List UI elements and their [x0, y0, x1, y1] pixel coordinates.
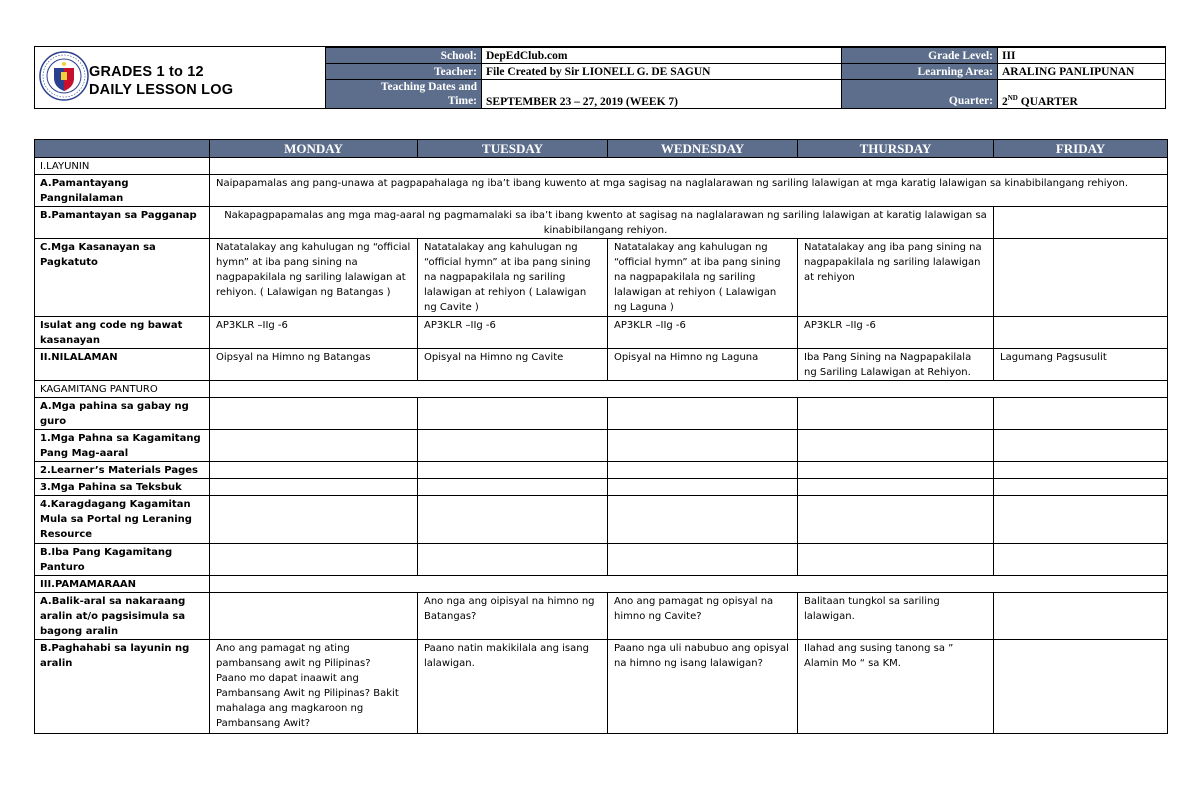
day-friday: FRIDAY — [994, 140, 1168, 158]
row-label-kagamitang-mag-aaral: 1.Mga Pahna sa Kagamitang Pang Mag-aaral — [35, 430, 210, 462]
daily-lesson-log-table — [34, 139, 1168, 734]
nilalaman-tuesday: Opisyal na Himno ng Cavite — [418, 349, 608, 381]
table-row — [35, 239, 1168, 317]
code-thursday: AP3KLR –IIg -6 — [798, 317, 994, 349]
row-label-pamamaraan: III.PAMAMARAAN — [35, 576, 210, 593]
row-label-learners-materials: 2.Learner’s Materials Pages — [35, 462, 210, 479]
balik-thursday: Balitaan tungkol sa sariling lalawigan. — [798, 593, 994, 640]
pamantayan-pagganap-friday — [994, 207, 1168, 239]
quarter-value: 2ND QUARTER — [998, 80, 1166, 109]
row-label-gabay-guro: A.Mga pahina sa gabay ng guro — [35, 398, 210, 430]
learners-thursday — [798, 462, 994, 479]
day-thursday: THURSDAY — [798, 140, 994, 158]
karagdagang-tuesday — [418, 496, 608, 544]
header-info-table — [325, 47, 1166, 109]
gabay-tuesday — [418, 398, 608, 430]
iba-monday — [210, 544, 418, 576]
day-monday: MONDAY — [210, 140, 418, 158]
school-label: School: — [326, 48, 482, 64]
row-label-teksbuk: 3.Mga Pahina sa Teksbuk — [35, 479, 210, 496]
layunin-cell — [210, 158, 1168, 175]
table-row — [35, 544, 1168, 576]
row-label-balik-aral: A.Balik-aral sa nakaraang aralin at/o pagsisimula sa bagong aralin — [35, 593, 210, 640]
pamantayang-pangnilalaman-text: Naipapamalas ang pang-unawa at pagpapahalaga ng iba’t ibang kuwento at mga sagisag na naglalarawan ng sariling lalawigan at mga karatig lalawigan sa kinabibilangang rehiyon. — [210, 175, 1168, 207]
learning-area-value: ARALING PANLIPUNAN — [998, 64, 1166, 80]
iba-thursday — [798, 544, 994, 576]
day-wednesday: WEDNESDAY — [608, 140, 798, 158]
nilalaman-thursday: Iba Pang Sining na Nagpapakilala ng Sariling Lalawigan at Rehiyon. — [798, 349, 994, 381]
table-row — [35, 158, 1168, 175]
pamamaraan-cell — [210, 576, 1168, 593]
balik-tuesday: Ano nga ang oipisyal na himno ng Batangas? — [418, 593, 608, 640]
code-friday — [994, 317, 1168, 349]
title-grades: GRADES 1 to 12 — [89, 64, 204, 80]
code-tuesday: AP3KLR –IIg -6 — [418, 317, 608, 349]
paghahabi-tuesday: Paano natin makikilala ang isang lalawigan. — [418, 640, 608, 734]
teacher-value: File Created by Sir LIONELL G. DE SAGUN — [482, 64, 842, 80]
gabay-monday — [210, 398, 418, 430]
paghahabi-thursday: Ilahad ang susing tanong sa ” Alamin Mo “ sa KM. — [798, 640, 994, 734]
table-row — [35, 479, 1168, 496]
gabay-wednesday — [608, 398, 798, 430]
table-row — [35, 349, 1168, 381]
day-tuesday: TUESDAY — [418, 140, 608, 158]
kasanayan-monday: Natatalakay ang kahulugan ng “official hymn” at iba pang sining na nagpapakilala ng sariling lalawigan at rehiyon. ( Lalawigan ng Batangas ) — [210, 239, 418, 317]
nilalaman-wednesday: Opisyal na Himno ng Laguna — [608, 349, 798, 381]
balik-wednesday: Ano ang pamagat ng opisyal na himno ng Cavite? — [608, 593, 798, 640]
grade-level-value: III — [998, 48, 1166, 64]
iba-wednesday — [608, 544, 798, 576]
row-label-kagamitang-panturo: KAGAMITANG PANTURO — [35, 381, 210, 398]
table-row — [35, 317, 1168, 349]
row-label-layunin: I.LAYUNIN — [35, 158, 210, 175]
karagdagang-thursday — [798, 496, 994, 544]
code-wednesday: AP3KLR –IIg -6 — [608, 317, 798, 349]
learners-wednesday — [608, 462, 798, 479]
row-label-kasanayan: C.Mga Kasanayan sa Pagkatuto — [35, 239, 210, 317]
kagamitang-friday — [994, 430, 1168, 462]
balik-monday — [210, 593, 418, 640]
row-label-iba-pang-kagamitan: B.Iba Pang Kagamitang Panturo — [35, 544, 210, 576]
learning-area-label: Learning Area: — [842, 64, 998, 80]
iba-tuesday — [418, 544, 608, 576]
kagamitang-wednesday — [608, 430, 798, 462]
row-label-code: Isulat ang code ng bawat kasanayan — [35, 317, 210, 349]
code-monday: AP3KLR –IIg -6 — [210, 317, 418, 349]
row-label-pamantayang-pangnilalaman: A.Pamantayang Pangnilalaman — [35, 175, 210, 207]
nilalaman-friday: Lagumang Pagsusulit — [994, 349, 1168, 381]
balik-friday — [994, 593, 1168, 640]
karagdagang-monday — [210, 496, 418, 544]
title-daily-lesson-log: DAILY LESSON LOG — [89, 82, 234, 98]
gabay-thursday — [798, 398, 994, 430]
teksbuk-tuesday — [418, 479, 608, 496]
day-header-blank — [35, 140, 210, 158]
kasanayan-thursday: Natatalakay ang iba pang sining na nagpapakilala ng sariling lalawigan at rehiyon — [798, 239, 994, 317]
table-row — [35, 593, 1168, 640]
table-row — [35, 175, 1168, 207]
lesson-log-header — [34, 46, 1166, 109]
table-row — [35, 496, 1168, 544]
teksbuk-thursday — [798, 479, 994, 496]
day-header-row — [35, 140, 1168, 158]
teksbuk-friday — [994, 479, 1168, 496]
teksbuk-monday — [210, 479, 418, 496]
deped-seal-icon — [39, 51, 89, 101]
teaching-dates-value: SEPTEMBER 23 – 27, 2019 (WEEK 7) — [482, 80, 842, 109]
table-row — [35, 207, 1168, 239]
row-label-pamantayan-pagganap: B.Pamantayan sa Pagganap — [35, 207, 210, 239]
table-row — [35, 398, 1168, 430]
karagdagang-wednesday — [608, 496, 798, 544]
table-row — [35, 430, 1168, 462]
teacher-label: Teacher: — [326, 64, 482, 80]
logo-cell — [35, 47, 325, 108]
quarter-label: Quarter: — [842, 80, 998, 109]
kasanayan-tuesday: Natatalakay ang kahulugan ng “official hymn” at iba pang sining na nagpapakilala ng sariling lalawigan at rehiyon ( Lalawigan ng Cavite ) — [418, 239, 608, 317]
table-row — [35, 576, 1168, 593]
grade-level-label: Grade Level: — [842, 48, 998, 64]
learners-monday — [210, 462, 418, 479]
gabay-friday — [994, 398, 1168, 430]
row-label-paghahabi: B.Paghahabi sa layunin ng aralin — [35, 640, 210, 734]
kagamitang-tuesday — [418, 430, 608, 462]
school-value: DepEdClub.com — [482, 48, 842, 64]
row-label-karagdagang-kagamitan: 4.Karagdagang Kagamitan Mula sa Portal ng Leraning Resource — [35, 496, 210, 544]
table-row — [35, 381, 1168, 398]
teaching-dates-label: Teaching Dates and Time: — [326, 80, 482, 109]
nilalaman-monday: Oipsyal na Himno ng Batangas — [210, 349, 418, 381]
karagdagang-friday — [994, 496, 1168, 544]
iba-friday — [994, 544, 1168, 576]
kagamitang-monday — [210, 430, 418, 462]
kasanayan-wednesday: Natatalakay ang kahulugan ng “official hymn” at iba pang sining na nagpapakilala ng sariling lalawigan at rehiyon ( Lalawigan ng Laguna ) — [608, 239, 798, 317]
kasanayan-friday — [994, 239, 1168, 317]
kagamitang-thursday — [798, 430, 994, 462]
table-row — [35, 462, 1168, 479]
learners-friday — [994, 462, 1168, 479]
paghahabi-friday — [994, 640, 1168, 734]
pamantayan-pagganap-text: Nakapagpapamalas ang mga mag-aaral ng pagmamalaki sa iba’t ibang kwento at sagisag na naglalarawan ng sariling lalawigan at karatig lalawigan sa kinabibilangang rehiyon. — [210, 207, 994, 239]
teksbuk-wednesday — [608, 479, 798, 496]
paghahabi-wednesday: Paano nga uli nabubuo ang opisyal na himno ng isang lalawigan? — [608, 640, 798, 734]
row-label-nilalaman: II.NILALAMAN — [35, 349, 210, 381]
learners-tuesday — [418, 462, 608, 479]
table-row — [35, 640, 1168, 734]
kagamitang-panturo-cell — [210, 381, 1168, 398]
paghahabi-monday: Ano ang pamagat ng ating pambansang awit ng Pilipinas? Paano mo dapat inaawit ang Pambansang Awit ng Pilipinas? Bakit mahalaga ang magkaroon ng Pambansang Awit? — [210, 640, 418, 734]
